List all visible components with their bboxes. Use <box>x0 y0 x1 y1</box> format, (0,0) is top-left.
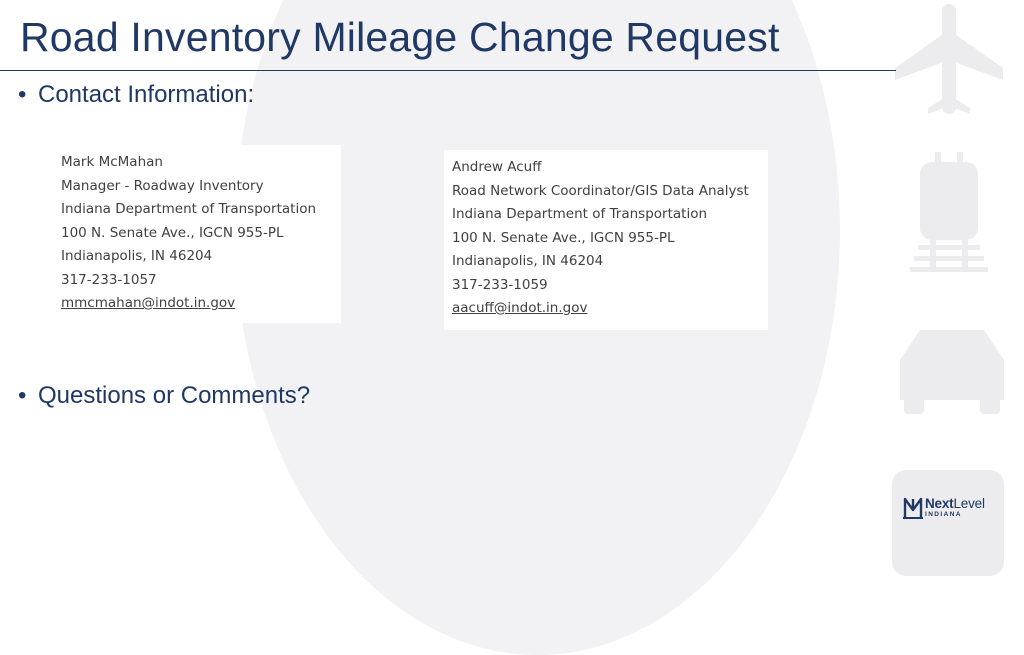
logo-mark-icon <box>903 496 923 520</box>
contact-name: Andrew Acuff <box>452 159 542 175</box>
airplane-icon <box>895 4 1003 114</box>
contact-email-link[interactable]: mmcmahan@indot.in.gov <box>61 295 236 311</box>
logo-subtitle: INDIANA <box>925 511 962 518</box>
car-icon <box>900 330 1004 414</box>
contact-city: Indianapolis, IN 46204 <box>61 248 213 264</box>
slide-title: Road Inventory Mileage Change Request <box>20 14 780 60</box>
bullet-contact-information <box>18 81 254 109</box>
contact-address: 100 N. Senate Ave., IGCN 955-PL <box>452 229 675 246</box>
contact-city: Indianapolis, IN 46204 <box>452 253 604 269</box>
contact-organization: Indiana Department of Transportation <box>452 206 708 222</box>
contact-role: Manager - Roadway Inventory <box>61 177 264 194</box>
contact-card-mcmahan <box>46 145 341 323</box>
bullet-dot: • <box>18 382 27 409</box>
contact-card-acuff <box>444 150 768 330</box>
contact-phone: 317-233-1059 <box>452 276 548 293</box>
title-underline <box>0 70 896 71</box>
contact-phone: 317-233-1057 <box>61 271 157 288</box>
transportation-icons-strip <box>890 0 1024 576</box>
contact-role: Road Network Coordinator/GIS Data Analyst <box>452 182 749 199</box>
contact-organization: Indiana Department of Transportation <box>61 201 317 217</box>
bullet-text: Questions or Comments? <box>38 382 311 409</box>
contact-address: 100 N. Senate Ave., IGCN 955-PL <box>61 224 284 241</box>
bullet-dot: • <box>18 81 27 108</box>
train-icon <box>910 152 988 272</box>
bus-icon <box>892 470 1004 576</box>
contact-email-link[interactable]: aacuff@indot.in.gov <box>452 300 588 316</box>
nextlevel-indiana-logo <box>903 494 995 522</box>
bullet-text: Contact Information: <box>38 81 255 108</box>
bullet-questions-or-comments <box>18 382 310 410</box>
logo-wordmark: NextLevel <box>925 496 985 511</box>
contact-name: Mark McMahan <box>61 154 163 170</box>
